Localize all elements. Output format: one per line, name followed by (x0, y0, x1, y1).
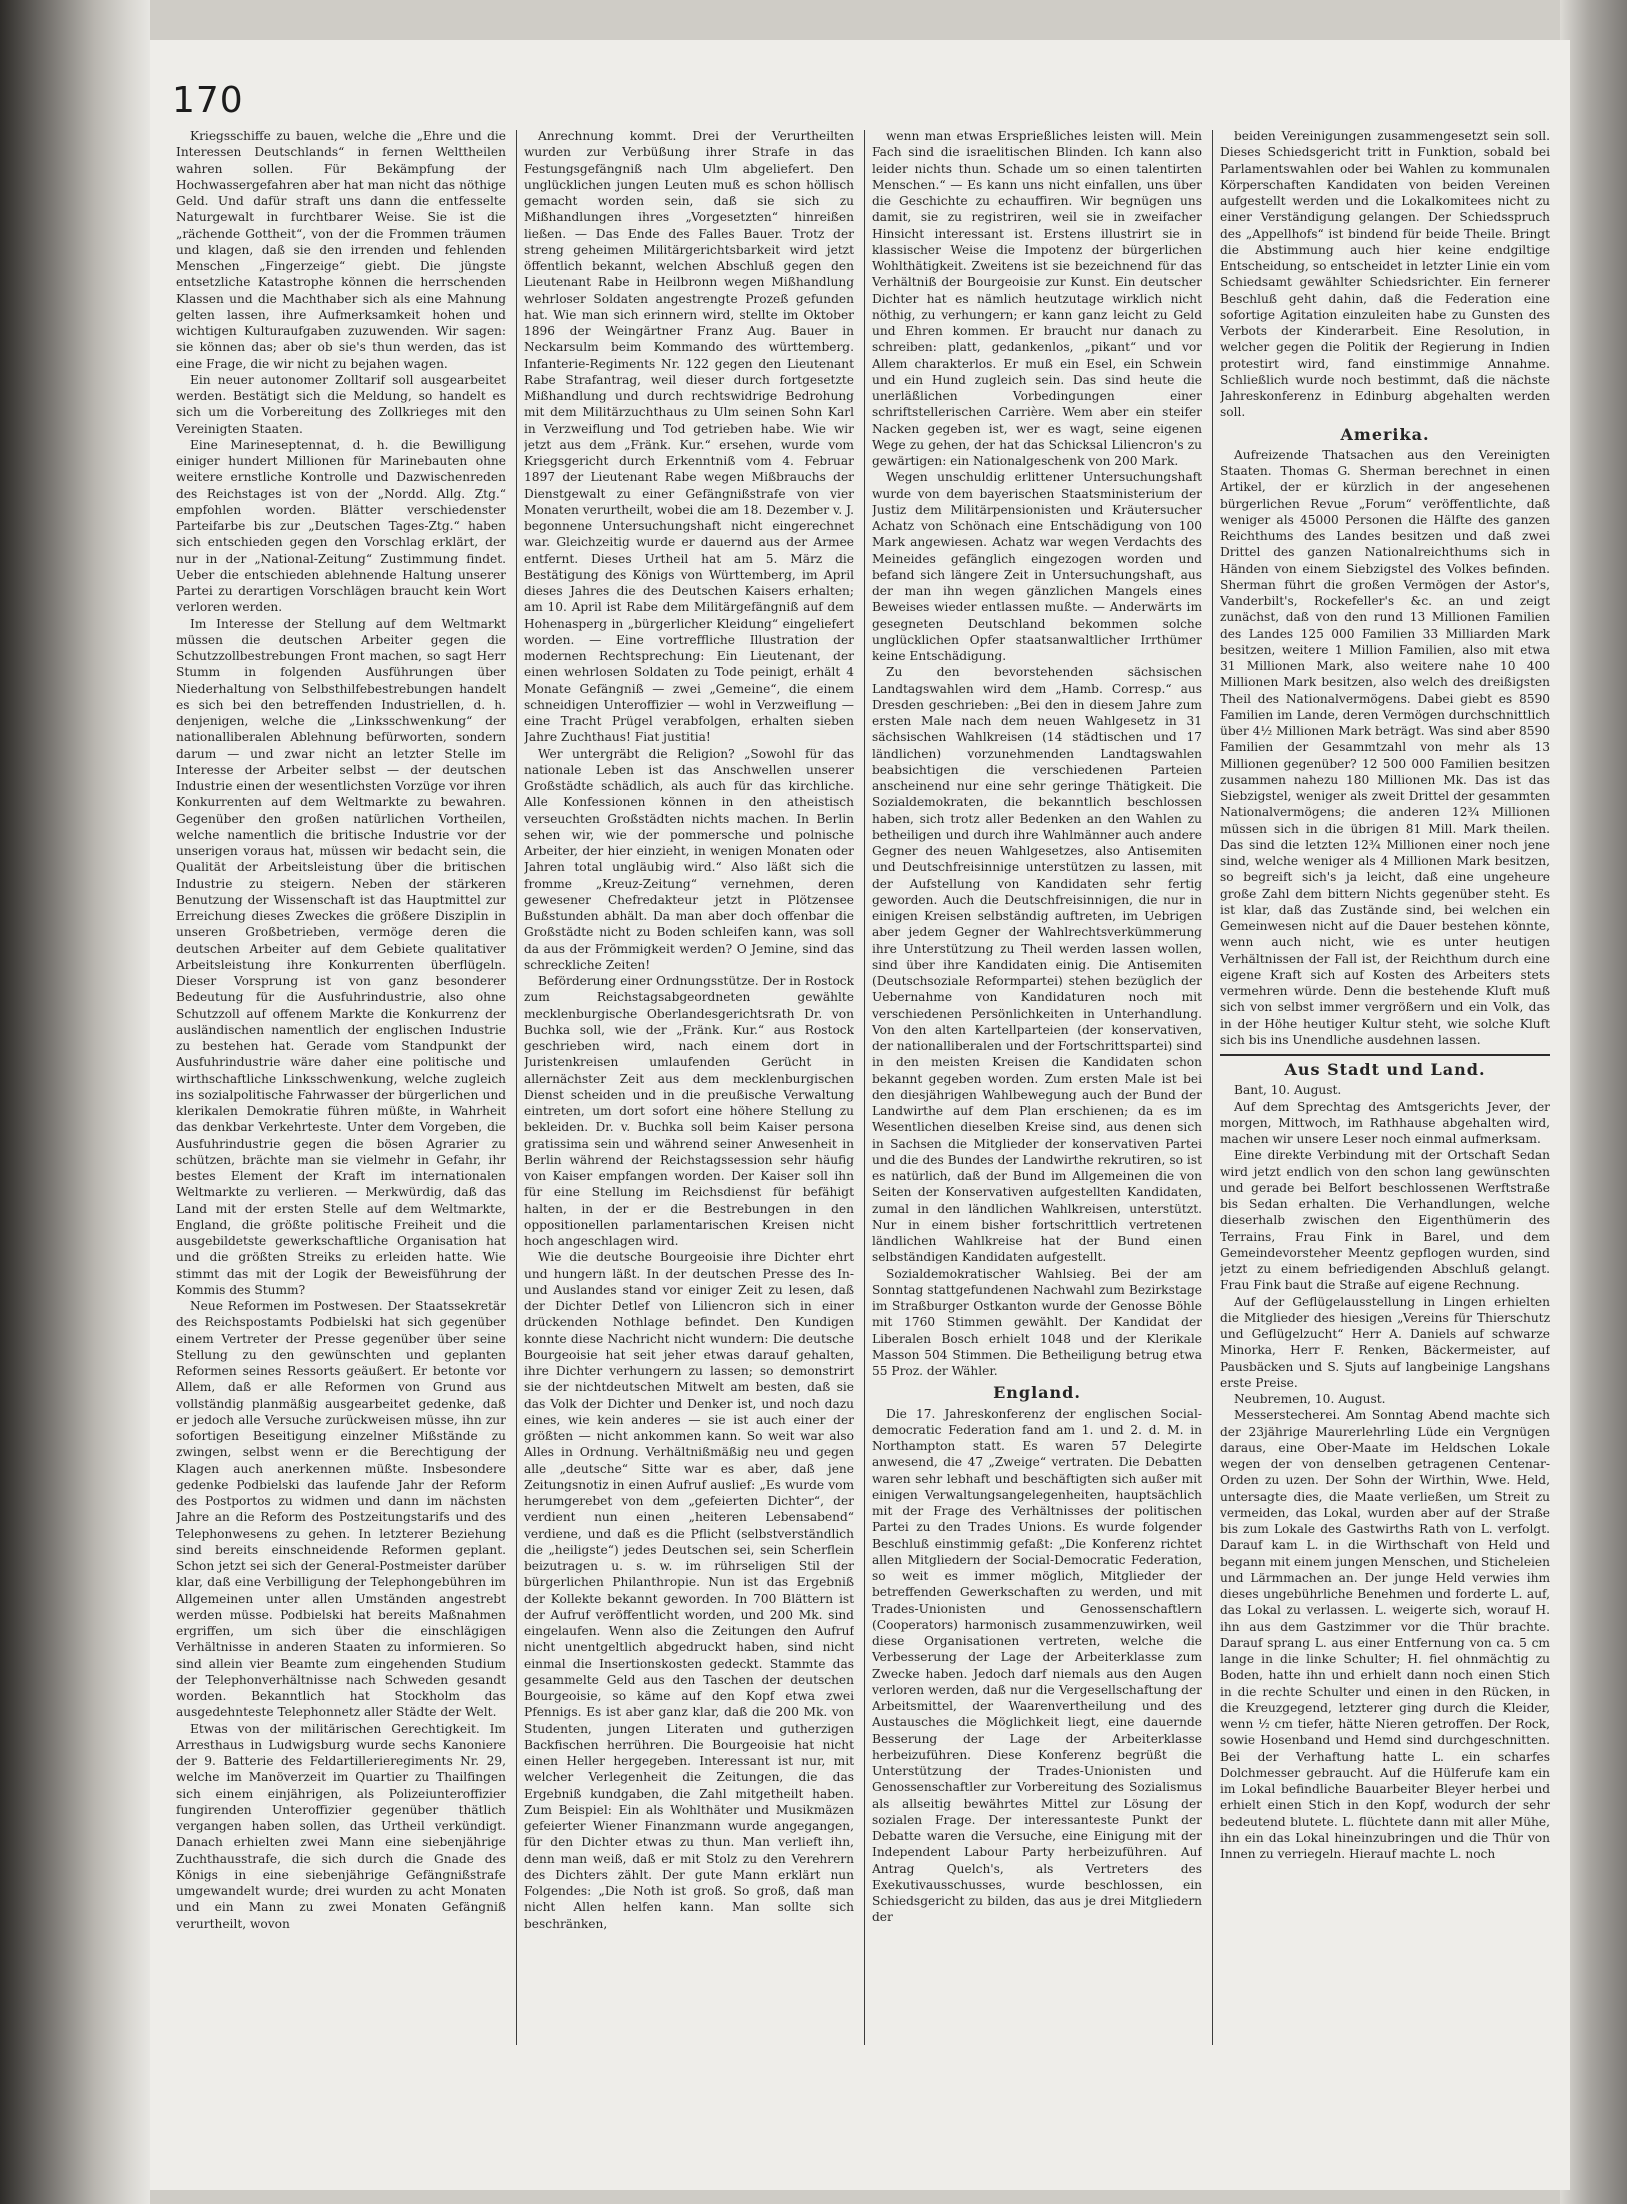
article-paragraph: Im Interesse der Stellung auf dem Weltmarkt müssen die deutschen Arbeiter gegen die Schutzzollbestrebungen Front machen, so sagt Herr Stumm in folgenden Ausführungen über Niederhaltung von Selbsthilfebestrebungen handelt es sich bei den betreffenden Industriellen, d. h. denjenigen, welche die „Linksschwenkung“ der nationalliberalen Ablehnung befürworten, sondern darum — und zwar nicht an letzter Stelle im Interesse der Arbeiter selbst — der deutschen Industrie einen der wesentlichsten Vorzüge vor ihren Konkurrenten auf dem Weltmarkte zu bewahren. Gegenüber den großen natürlichen Vortheilen, welche namentlich die britische Industrie vor der unserigen voraus hat, müssen wir bedacht sein, die Qualität der Arbeitsleistung über die britischen Industrie zu steigern. Neben der stärkeren Benutzung der Wissenschaft ist das Hauptmittel zur Erreichung dieses Zweckes die größere Disziplin in unseren Großbetrieben, vermöge deren die deutschen Arbeiter auf dem Gebiete qualitativer Arbeitsleistung ihre Konkurrenten überflügeln. Dieser Vorsprung ist von ganz besonderer Bedeutung für die Ausfuhrindustrie, also ohne Schutzzoll auf offenem Markte die Konkurrenz der ausländischen namentlich der englischen Industrie zu bestehen hat. Gerade vom Standpunkt der Ausfuhrindustrie wäre daher eine politische und wirthschaftliche Linksschwenkung, welche zugleich ins sozialpolitische Fahrwasser der bürgerlichen und klerikalen Demokratie führen müßte, in Wahrheit das denkbar Verkehrteste. Unter dem Vorgeben, die Ausfuhrindustrie gegen die bösen Agrarier zu schützen, brächte man sie vielmehr in Gefahr, ihr bestes Element der Kraft im internationalen Weltmarkte zu verlieren. — Merkwürdig, daß das Land mit der ersten Stelle auf dem Weltmarkte, England, die größte politische Freiheit und die ausgebildetste gewerkschaftliche Organisation hat und die größten Streiks zu erleiden hatte. Wie stimmt das mit der Logik der Beweisführung der Kommis des Stumm? (176, 616, 506, 1297)
article-paragraph: Wie die deutsche Bourgeoisie ihre Dichter ehrt und hungern läßt. In der deutschen Presse des In- und Auslandes stand vor einiger Zeit zu lesen, daß der Dichter Detlef von Liliencron sich in einer drückenden Nothlage befindet. Den Kundigen konnte diese Nachricht nicht wundern: Die deutsche Bourgeoisie hat seit jeher etwas darauf gehalten, ihre Dichter verhungern zu lassen; so demonstrirt sie der nichtdeutschen Mitwelt am besten, daß sie das Volk der Dichter und Denker ist, und noch dazu eines, wie kein anderes — sie ist auch einer der größten — nicht ankommen kann. So weit war also Alles in Ordnung. Verhältnißmäßig neu und gegen alle „deutsche“ Sitte war es aber, daß jene Zeitungsnotiz in einen Aufruf auslief: „Es wurde vom herumgerebet von dem „gefeierten Dichter“, der verdient nun einen „heiteren Lebensabend“ verdiene, und daß es die Pflicht (selbstverständlich die „heiligste“) jedes Deutschen sei, sein Scherflein beizutragen u. s. w. im rührseligen Stil der bürgerlichen Philanthropie. Nun ist das Ergebniß der Kollekte bekannt geworden. In 700 Blättern ist der Aufruf veröffentlicht worden, und 200 Mk. sind eingelaufen. Wenn also die Zeitungen den Aufruf nicht unentgeltlich abgedruckt haben, sind nicht einmal die Insertionskosten gedeckt. Stammte das gesammelte Geld aus den Taschen der deutschen Bourgeoisie, so käme auf den Kopf etwa zwei Pfennigs. Es ist aber ganz klar, daß die 200 Mk. von Studenten, jungen Literaten und gutherzigen Backfischen herrühren. Die Bourgeoisie hat nicht einen Heller hergegeben. Interessant ist nur, mit welcher Verlegenheit die Zeitungen, die das Ergebniß kundgaben, die Zahl mitgetheilt haben. Zum Beispiel: Ein als Wohlthäter und Musikmäzen gefeierter Wiener Finanzmann wurde angegangen, für den Dichter etwas zu thun. Man verlieft ihn, denn man weiß, daß er mit Stolz zu den Verehrern des Dichters zählt. Der gute Mann erklärt nun Folgendes: „Die Noth ist groß. So groß, daß man nicht Allen helfen kann. Man sollte sich beschränken, (524, 1250, 854, 1931)
article-paragraph: Bant, 10. August. (1234, 1083, 1342, 1098)
article-paragraph: Neue Reformen im Postwesen. Der Staatssekretär des Reichspostamts Podbielski hat sich gegenüber einem Vertreter der Presse gegenüber über seine Stellung zu den gewünschten und geplanten Reformen seines Ressorts geäußert. Er betonte vor Allem, daß er alle Reformen von Grund aus vollständig planmäßig ausgearbeitet gedenke, daß er jedoch alle Versuche zurückweisen müsse, ihn zur sofortigen Beseitigung einzelner Mißstände zu zwingen, selbst wenn er die Berechtigung der Klagen auch anerkennen müßte. Insbesondere gedenke Podbielski das laufende Jahr der Reform des Postportos zu widmen und dann im nächsten Jahre an die Reform des Postzeitungstarifs und des Telephonwesens zu gehen. In letzterer Beziehung sind bereits einschneidende Reformen geplant. Schon jetzt sei sich der General-Postmeister darüber klar, daß eine Verbilligung der Telephongebühren im Allgemeinen unter allen Umständen angestrebt werden müsse. Podbielski hat bereits Maßnahmen ergriffen, um sich über die einschlägigen Verhältnisse in anderen Staaten zu informieren. So sind allein vier Beamte zum eingehenden Studium der Telephonverhältnisse nach Schweden gesandt worden. Bekanntlich hat Stockholm das ausgedehnteste Telephonnetz aller Städte der Welt. (176, 1299, 506, 1720)
article-paragraph: Sozialdemokratischer Wahlsieg. Bei der am Sonntag stattgefundenen Nachwahl zum Bezirkstage im Straßburger Ostkanton wurde der Genosse Böhle mit 1760 Stimmen gewählt. Der Kandidat der Liberalen Bosch erhielt 1048 und der Klerikale Masson 504 Stimmen. Die Betheiligung betrug etwa 55 Proz. der Wähler. (872, 1266, 1202, 1378)
article-paragraph: Anrechnung kommt. Drei der Verurtheilten wurden zur Verbüßung ihrer Strafe in das Festungsgefängniß nach Ulm abgeliefert. Den unglücklichen jungen Leuten muß es schon höllisch gemacht worden sein, daß sie sich zu Mißhandlungen ihres „Vorgesetzten“ hinreißen ließen. — Das Ende des Falles Bauer. Trotz der streng geheimen Militärgerichtsbarkeit wird jetzt öffentlich bekannt, welchen Abschluß gegen den Lieutenant Rabe in Heilbronn wegen Mißhandlung wehrloser Soldaten angestrengte Prozeß gefunden hat. Wie man sich erinnern wird, stellte im Oktober 1896 der Weingärtner Franz Aug. Bauer in Neckarsulm beim Kommando des württemberg. Infanterie-Regiments Nr. 122 gegen den Lieutenant Rabe Strafantrag, weil dieser durch fortgesetzte Mißhandlung und durch rechtswidrige Bedrohung mit dem Militärzuchthaus zu Ulm seinen Sohn Karl in Verzweiflung und Tod getrieben habe. Wie wir jetzt aus dem „Fränk. Kur.“ ersehen, wurde vom Kriegsgericht durch Erkenntniß vom 4. Februar 1897 der Lieutenant Rabe wegen Mißbrauchs der Dienstgewalt zu einer Gefängnißstrafe von vier Monaten verurtheilt, wobei die am 18. Dezember v. J. begonnene Untersuchungshaft nicht eingerechnet war. Gleichzeitig wurde er dauernd aus der Armee entfernt. Dieses Urtheil hat am 5. März die Bestätigung des Königs von Württemberg, im April dieses Jahres die des Deutschen Kaisers erhalten; am 10. April ist Rabe dem Militärgefängniß auf dem Hohenasperg in „bürgerlicher Kleidung“ eingeliefert worden. — Eine vortreffliche Illustration der modernen Rechtsprechung: Ein Lieutenant, der einen wehrlosen Soldaten zu Tode peinigt, erhält 4 Monate Gefängniß — zwei „Gemeine“, die einem schneidigen Unteroffizier — wohl in Verzweiflung — eine Tracht Prügel verabfolgen, erhalten sieben Jahre Zuchthaus! Fiat justitia! (524, 129, 854, 745)
article-paragraph: Kriegsschiffe zu bauen, welche die „Ehre und die Interessen Deutschlands“ in fernen Welttheilen wahren sollen. Für Bekämpfung der Hochwassergefahren aber hat man nicht das nöthige Geld. Und dafür straft uns dann die entfesselte Naturgewalt in furchtbarer Weise. Sie ist die „rächende Gottheit“, von der die Frommen träumen und klagen, daß sie den irrenden und fehlenden Menschen „Fingerzeige“ giebt. Die jüngste entsetzliche Katastrophe können die herrschenden Klassen und die Machthaber sich als eine Mahnung gelten lassen, ihre Aufmerksamkeit hohen und wichtigen Kulturaufgaben zuzuwenden. Wir sagen: sie können das; aber ob sie's thun werden, das ist eine Frage, die wir nicht zu bejahen wagen. (176, 129, 506, 371)
article-paragraph: Wer untergräbt die Religion? „Sowohl für das nationale Leben ist das Anschwellen unserer Großstädte schädlich, als auch für das kirchliche. Alle Konfessionen können in den atheistisch verseuchten Großstädten nichts machen. In Berlin sehen wir, wie der pommersche und polnische Arbeiter, der hier einzieht, in wenigen Monaten oder Jahren total ungläubig wird.“ Also läßt sich die fromme „Kreuz-Zeitung“ vernehmen, deren gewesener Chefredakteur jetzt in Plötzensee Bußstunden abhält. Da man aber doch offenbar die Großstädte nicht zu Boden schleifen kann, was soll da aus der Frömmigkeit werden? O Jemine, sind das schreckliche Zeiten! (524, 746, 854, 972)
page-number: 170 (172, 80, 244, 121)
article-paragraph: beiden Vereinigungen zusammengesetzt sein soll. Dieses Schiedsgericht tritt in Funktion, sobald bei Parlamentswahlen oder bei Wahlen zu kommunalen Körperschaften Kandidaten von beiden Vereinen aufgestellt werden und die Lokalkomitees nicht zu einer Verständigung gelangen. Der Schiedsspruch des „Appellhofs“ ist bindend für beide Theile. Bringt die Abstimmung auch hier keine endgiltige Entscheidung, so entscheidet in letzter Linie ein vom Schiedsamt gewählter Schiedsrichter. Ein fernerer Beschluß geht dahin, daß die Federation eine sofortige Agitation einzuleiten habe zu Gunsten des Verbots der Kinderarbeit. Eine Resolution, in welcher gegen die Politik der Regierung in Indien protestirt wird, fand einstimmige Annahme. Schließlich wurde noch bestimmt, daß die nächste Jahreskonferenz in Edinburg abgehalten werden soll. (1220, 129, 1550, 420)
section-heading: Aus Stadt und Land. (1284, 1060, 1486, 1079)
article-paragraph: Wegen unschuldig erlittener Untersuchungshaft wurde von dem bayerischen Staatsministerium der Justiz dem Militärpensionisten und Kräutersucher Achatz von Schönach eine Entschädigung von 100 Mark angewiesen. Achatz war wegen Verdachts des Meineides gefänglich eingezogen worden und befand sich längere Zeit in Untersuchungshaft, aus der man ihn wegen gänzlichen Mangels eines Beweises wieder entlassen mußte. — Anderwärts im gesegneten Deutschland bekommen solche unglücklichen Opfer staatsanwaltlicher Irrthümer keine Entschädigung. (872, 470, 1202, 663)
article-paragraph: Zu den bevorstehenden sächsischen Landtagswahlen wird dem „Hamb. Corresp.“ aus Dresden geschrieben: „Bei den in diesem Jahre zum ersten Male nach dem neuen Wahlgesetz in 31 sächsischen Wahlkreisen (14 städtischen und 17 ländlichen) vorzunehmenden Landtagswahlen beabsichtigen die verschiedenen Parteien anscheinend nur eine sehr geringe Thätigkeit. Die Sozialdemokraten, die bekanntlich beschlossen haben, sich trotz aller Bedenken an den Wahlen zu betheiligen und durch ihre Wahlmänner auch andere Gegner des neuen Wahlgesetzes, also Antisemiten und Deutschfreisinnige unterstützen zu lassen, mit der Aufstellung von Kandidaten sehr fertig geworden. Auch die Deutschfreisinnigen, die nur in einigen Kreisen selbständig auftreten, im Uebrigen aber jedem Gegner der Wahlrechtsverkümmerung ihre Unterstützung zu Theil werden lassen wollen, sind über ihre Kandidaten einig. Die Antisemiten (Deutschsoziale Reformpartei) stehen bezüglich der Uebernahme von Kandidaturen noch mit verschiedenen Persönlichkeiten in Unterhandlung. Von den alten Kartellparteien (der konservativen, der nationalliberalen und der Fortschrittspartei) sind in den meisten Kreisen die Kandidaten schon bekannt gegeben worden. Zum ersten Male ist bei den diesjährigen Wahlbewegung auch der Bund der Landwirthe auf dem Plan erschienen; da es im Wesentlichen dieselben Kreise sind, aus denen sich in Sachsen die Mitglieder der konservativen Partei und die des Bundes der Landwirthe rekrutiren, so ist es natürlich, daß der Bund im Allgemeinen die von Seiten der Konservativen aufgestellten Kandidaten, zumal in den ländlichen Wahlkreisen, unterstützt. Nur in einem bisher fortschrittlich vertretenen ländlichen Wahlkreise hat der Bund einen selbständigen Kandidaten aufgestellt. (872, 665, 1202, 1265)
article-paragraph: Auf der Geflügelausstellung in Lingen erhielten die Mitglieder des hiesigen „Vereins für Thierschutz und Geflügelzucht“ Herr A. Daniels auf schwarze Minorka, Herr F. Renken, Bäckermeister, auf Pausbäcken und S. Sjuts auf langbeinige Langshans erste Preise. (1220, 1294, 1550, 1390)
article-paragraph: Die 17. Jahreskonferenz der englischen Social-democratic Federation fand am 1. und 2. d. M. in Northampton statt. Es waren 57 Delegirte anwesend, die 47 „Zweige“ vertraten. Die Debatten waren sehr lebhaft und beschäftigten sich außer mit einigen Verwaltungsangelegenheiten, hauptsächlich mit der Frage des Verhältnisses der politischen Partei zu den Trades Unions. Es wurde folgender Beschluß einstimmig gefaßt: „Die Konferenz richtet allen Mitgliedern der Social-Democratic Federation, so weit es immer möglich, Mitglieder der betreffenden Gewerkschaften zu werden, und mit Trades-Unionisten und Genossenschaftlern (Cooperators) harmonisch zusammenzuwirken, weil diese Organisationen vertreten, welche die Verbesserung der Lage der Arbeiterklasse zum Zwecke haben. Jedoch darf niemals aus den Augen verloren werden, daß nur die Vergesellschaftung der Arbeitsmittel, der Waarenvertheilung und des Austausches die Möglichkeit liegt, eine dauernde Besserung der Lage der Arbeiterklasse herbeizuführen. Diese Konferenz begrüßt die Unterstützung der Trades-Unionisten und Genossenschaftler zur Vorbereitung des Sozialismus als allseitig bewährtes Mittel zur Lösung der sozialen Frage. Der interessanteste Punkt der Debatte waren die Versuche, eine Einigung mit der Independent Labour Party herbeizuführen. Auf Antrag Quelch's, als Vertreters des Exekutivausschusses, wurde beschlossen, ein Schiedsgericht zu bilden, das aus je drei Mitgliedern der (872, 1406, 1202, 1925)
text-column-1 (176, 128, 506, 2048)
article-paragraph: Auf dem Sprechtag des Amtsgerichts Jever, der morgen, Mittwoch, im Rathhause abgehalten wird, machen wir unsere Leser noch einmal aufmerksam. (1220, 1099, 1550, 1146)
article-paragraph: wenn man etwas Ersprießliches leisten will. Mein Fach sind die israelitischen Blinden. Ich kann also leider nichts thun. Schade um so einen talentirten Menschen.“ — Es kann uns nicht einfallen, uns über die Geschichte zu echauffiren. Wir begnügen uns damit, sie zu registriren, weil sie in zweifacher Hinsicht interessant ist. Erstens illustrirt sie in klassischer Weise die Impotenz der bürgerlichen Wohlthätigkeit. Zweitens ist sie bezeichnend für das Verhältniß der Bourgeoisie zur Kunst. Ein deutscher Dichter hat es nämlich heutzutage wirklich nicht nöthig, zu verhungern; er kann ganz leicht zu Geld und Ehren kommen. Er braucht nur danach zu schreiben: platt, gedankenlos, „pikant“ und vor Allem charakterlos. Er muß ein Esel, ein Schwein und ein Hund zugleich sein. Das sind heute die unerläßlichen Vorbedingungen einer schriftstellerischen Carrière. Wem aber ein steifer Nacken gegeben ist, wer es wagt, seine eigenen Wege zu gehen, der hat das Schicksal Liliencron's zu gewärtigen: ein Nationalgeschenk von 200 Mark. (872, 129, 1202, 468)
text-column-2 (524, 128, 854, 2048)
section-heading: Amerika. (1340, 424, 1430, 444)
article-paragraph: Eine Marineseptennat, d. h. die Bewilligung einiger hundert Millionen für Marinebauten ohne weitere ernstliche Kontrolle und Dazwischenreden des Reichstages ist von der „Nordd. Allg. Ztg.“ empfohlen worden. Blätter verschiedenster Parteifarbe bis zur „Deutschen Tages-Ztg.“ haben sich entschieden gegen den Vorschlag erklärt, der nur in der „National-Zeitung“ Zustimmung findet. Ueber die entschieden ablehnende Haltung unserer Partei zu derartigen Vorschlägen braucht kein Wort verloren werden. (176, 437, 506, 615)
section-rule (1220, 1054, 1550, 1056)
article-paragraph: Neubremen, 10. August. (1234, 1392, 1386, 1406)
text-column-3 (872, 128, 1202, 2048)
article-paragraph: Etwas von der militärischen Gerechtigkeit. Im Arresthaus in Ludwigsburg wurde sechs Kanoniere der 9. Batterie des Feldartillerieregiments Nr. 29, welche im Manöverzeit im Quartier zu Thailfingen sich einem einjährigen, als Polizeiunteroffizier fungirenden Unteroffizier gegenüber thätlich vergangen haben sollen, das Urtheil verkündigt. Danach erhielten zwei Mann eine siebenjährige Zuchthausstrafe, die sich durch die Gnade des Königs in eine siebenjährige Gefängnißstrafe umgewandelt wurde; drei wurden zu acht Monaten und ein Mann zu zwei Monaten Gefängniß verurtheilt, wovon (176, 1721, 506, 1931)
book-binding-shadow (0, 0, 150, 2204)
column-divider (864, 130, 865, 2045)
article-paragraph: Aufreizende Thatsachen aus den Vereinigten Staaten. Thomas G. Sherman berechnet in einen Artikel, der er kürzlich in der angesehenen bürgerlichen Revue „Forum“ veröffentlichte, daß weniger als 45000 Personen die Hälfte des ganzen Reichthums des Landes besitzen und daß zwei Drittel des ganzen Nationalreichthums sich in Händen von einem Siebzigstel des Volkes befinden. Sherman führt die großen Vermögen der Astor's, Vanderbilt's, Rockefeller's &c. an und zeigt zunächst, daß von den rund 13 Millionen Familien des Landes 125 000 Familien 33 Milliarden Mark besitzen, weitere 1 Million Familien, also mit etwa 31 Millionen Mark, also weitere nahe 10 400 Millionen Mark besitzen, also welch des dreißigsten Theil des Nationalvermögens. Dabei giebt es 8590 Familien im Lande, deren Vermögen durchschnittlich über 4½ Millionen Mark beträgt. Was sind aber 8590 Familien der Gesammtzahl von mehr als 13 Millionen gegenüber? 12 500 000 Familien besitzen zusammen nahezu 180 Millionen Mk. Das ist das Siebzigstel, weniger als zweit Drittel der gesammten Nationalvermögens; die anderen 12¾ Millionen müssen sich in die übrigen 81 Mill. Mark theilen. Das sind die letzten 12¾ Millionen einer noch jene sind, welche weniger als 4 Millionen Mark besitzen, so begreift sich's ja leicht, daß eine ungeheure große Zahl dem bittern Nichts gegenüber steht. Es ist klar, daß das Zustände sind, bei welchen ein Gemeinwesen nicht auf die Dauer bestehen könnte, wenn auch nicht, wie es unter heutigen Verhältnissen der Fall ist, der Reichthum durch eine eigene Kraft sich auf Kosten des Arbeiters stets vermehren würde. Denn die bestehende Kluft muß sich von selbst immer vergrößern und ein Volk, das in der Höhe heutiger Kultur steht, wie solche Kluft sich bis ins Unendliche ausdehnen lassen. (1220, 447, 1550, 1047)
column-divider (516, 130, 517, 2045)
column-divider (1212, 130, 1213, 2045)
page-edge-shadow (1560, 0, 1627, 2204)
article-paragraph: Eine direkte Verbindung mit der Ortschaft Sedan wird jetzt endlich von den schon lang gewünschten und gerade bei Belfort beschlossenen Werftstraße bis Sedan erhalten. Die Verhandlungen, welche dieserhalb zwischen den Eigenthümerin des Terrains, Frau Fink in Barel, und dem Gemeindevorsteher Meentz gepflogen wurden, sind jetzt zu einem befriedigenden Abschluß gelangt. Frau Fink baut die Straße auf eigene Rechnung. (1220, 1148, 1550, 1293)
article-paragraph: Beförderung einer Ordnungsstütze. Der in Rostock zum Reichstagsabgeordneten gewählte mecklenburgische Oberlandesgerichtsrath Dr. von Buchka soll, wie der „Fränk. Kur.“ aus Rostock geschrieben wird, nach einem dort in Juristenkreisen umlaufenden Gerücht in allernächster Zeit aus dem mecklenburgischen Dienst scheiden und in die preußische Verwaltung eintreten, um dort sofort eine höhere Stellung zu bekleiden. Dr. v. Buchka soll beim Kaiser persona gratissima sein und während seiner Anwesenheit in Berlin während der Reichstagssession sehr häufig von Kaiser empfangen worden. Der Kaiser soll ihn für eine Stellung im Reichsdienst für befähigt halten, in der er die Bestrebungen in den oppositionellen parlamentarischen Kreisen nicht hoch angeschlagen wird. (524, 974, 854, 1248)
section-heading: England. (993, 1383, 1081, 1403)
text-column-4 (1220, 128, 1550, 2048)
article-paragraph: Ein neuer autonomer Zolltarif soll ausgearbeitet werden. Bestätigt sich die Meldung, so handelt es sich um die Vorbereitung des Zollkrieges mit den Vereinigten Staaten. (176, 372, 506, 436)
article-paragraph: Messerstecherei. Am Sonntag Abend machte sich der 23jährige Maurerlehrling Lüde ein Vergnügen daraus, eine Ober-Maate im Heldschen Lokale wegen der von denselben getragenen Centenar-Orden zu uzen. Der Sohn der Wirthin, Wwe. Held, untersagte dies, die Maate verließen, um Streit zu vermeiden, das Lokal, wurden aber auf der Straße bis zum Lokale des Gastwirths Rath von L. verfolgt. Darauf kam L. in die Wirthschaft von Held und begann mit einem jungen Menschen, und Sticheleien und Lärmmachen an. Der junge Held verwies ihm dieses ungebührliche Benehmen und forderte L. auf, das Lokal zu verlassen. L. weigerte sich, worauf H. ihn aus dem Gastzimmer vor die Thür brachte. Darauf sprang L. aus einer Entfernung von ca. 5 cm lange in die linke Schulter; H. fiel ohnmächtig zu Boden, hatte ihn und erhielt dann noch einen Stich in die rechte Schulter und einen in den Rücken, in die Kreuzgegend, letzterer ging durch die Kleider, wenn ½ cm tiefer, hätte Nieren getroffen. Der Rock, sowie Hosenband und Hemd sind durchgeschnitten. Bei der Verhaftung hatte L. ein scharfes Dolchmesser gebraucht. Auf die Hülferufe kam ein im Lokal befindliche Bauarbeiter Bleyer herbei und erhielt einen Stich in den Kopf, wodurch der sehr bedeutend blutete. L. flüchtete dann mit aller Mühe, ihn ein das Lokal hineinzubringen und die Thür von Innen zu verriegeln. Hierauf machte L. noch (1220, 1408, 1550, 1861)
